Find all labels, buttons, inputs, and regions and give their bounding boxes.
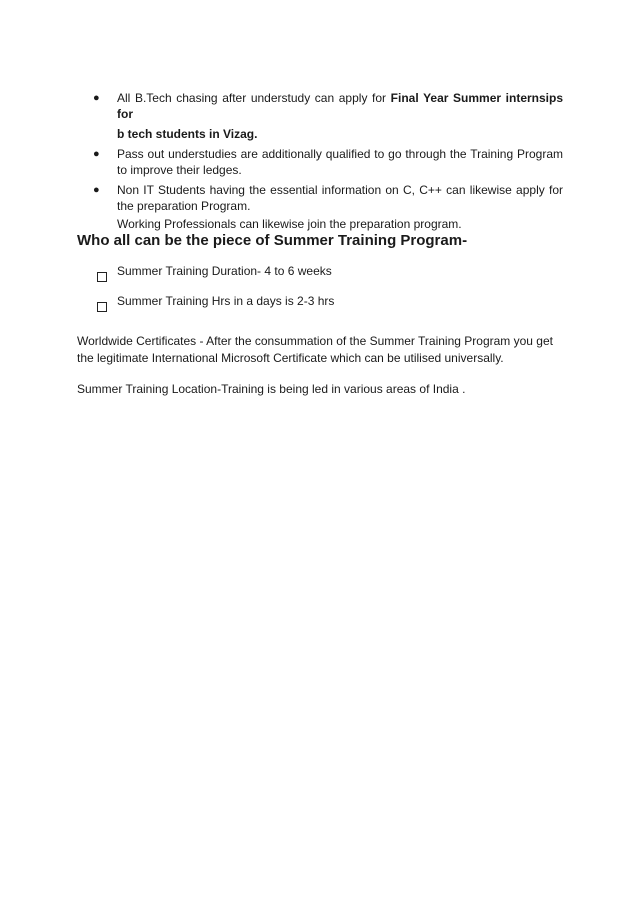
bullet-item (93, 90, 563, 142)
checkbox-list-item (97, 293, 334, 323)
bullet-text: Non IT Students having the essential information on C, C++ can likewise apply for the preparation Program. (117, 183, 563, 213)
checkbox-icon (97, 302, 107, 312)
bullet-item (93, 182, 563, 232)
checkbox-label: Summer Training Hrs in a days is 2-3 hrs (117, 294, 335, 308)
section-heading: Who all can be the piece of Summer Training Program- (77, 232, 468, 249)
location-paragraph: Summer Training Location-Training is being led in various areas of India . (77, 382, 466, 396)
bullet-icon: ● (93, 184, 100, 196)
checkbox-icon (97, 272, 107, 282)
bullet-text: Pass out understudies are additionally qualified to go through the Training Program to improve their ledges. (117, 147, 563, 177)
checkbox-list-item (97, 263, 334, 293)
bullet-item (93, 146, 563, 178)
bullet-text: All B.Tech chasing after understudy can apply for Final Year Summer internsips for b tech students in Vizag. (117, 91, 563, 141)
checkbox-list (97, 263, 334, 323)
bullet-list (93, 90, 563, 236)
bullet-icon: ● (93, 92, 100, 104)
checkbox-label: Summer Training Duration- 4 to 6 weeks (117, 264, 332, 278)
certificates-paragraph: Worldwide Certificates - After the consummation of the Summer Training Program you get the legitimate International Microsoft Certificate which can be utilised universally. (77, 334, 553, 365)
bullet-extra-text: Working Professionals can likewise join the preparation program. (117, 217, 462, 231)
bullet-icon: ● (93, 148, 100, 160)
